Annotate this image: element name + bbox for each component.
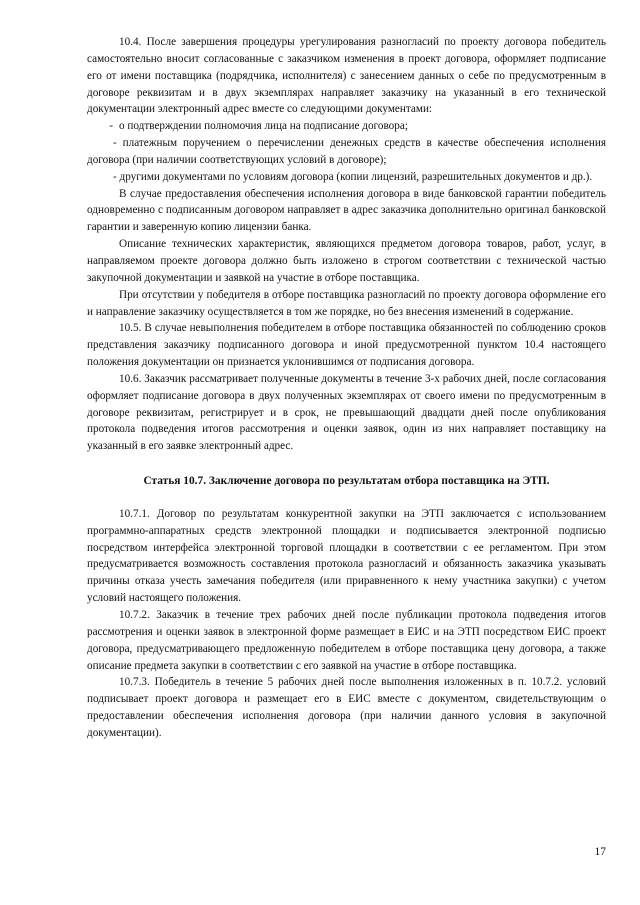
section-heading: Статья 10.7. Заключение договора по результатам отбора поставщика на ЭТП. [143,475,550,488]
list-item-text: платежным поручением о перечислении денежных средств в качестве обеспечения исполнения договора (при наличии соответствующих условий в договоре); [87,137,607,166]
list-item-text: о подтверждении полномочия лица на подписание договора; [119,120,408,133]
list-item [87,169,606,186]
paragraph-10-5: 10.5. В случае невыполнения победителем в отборе поставщика обязанностей по соблюдению сроков представления заказчику подписанного договора и иной предусмотренной пунктом 10.4 настоящего положения документации он признается уклонившимся от подписания договора. [87,322,606,369]
list-dash: - [113,170,120,183]
list-dash: - [109,120,113,133]
paragraph-10-7-3: 10.7.3. Победитель в течение 5 рабочих дней после выполнения изложенных в п. 10.7.2. условий подписывает проект договора и размещает его в ЕИС вместе с документом, свидетельствующим о предоставлении обеспечения исполнения договора (при наличии данного условия в закупочной документации). [87,676,606,739]
list-item [87,118,606,135]
paragraph-10-6: 10.6. Заказчик рассматривает полученные документы в течение 3-х рабочих дней, после согласования оформляет подписание договора в двух полученных экземплярах от своего имени по предусмотренным в договоре реквизитам, регистрирует и в срок, не превышающий двадцати дней после опубликования протокола подведения итогов рассмотрения и оценки заявок, один из них направляет поставщику на указанный в его заявке электронный адрес. [87,372,606,453]
paragraph-tech-description: Описание технических характеристик, являющихся предметом договора товаров, работ, услуг, в направляемом проекте договора должно быть изложено в строгом соответствии с технической частью закупочной документации и заявкой на участие в отборе поставщика. [87,238,606,284]
list-item [87,135,606,169]
list-dash: - [113,137,123,150]
paragraph-10-4: 10.4. После завершения процедуры урегулирования разногласий по проекту договора победитель самостоятельно вносит согласованные с заказчиком изменения в проект договора, оформляет подписание его от имени поставщика (подрядчика, исполнителя) с занесением данных о себе по предусмотренным в договоре реквизитам и в двух экземплярах направляет заказчику на указанный в его технической документации электронный адрес вместе со следующими документами: [87,36,606,116]
document-body [87,34,606,742]
paragraph-10-7-1: 10.7.1. Договор по результатам конкурентной закупки на ЭТП заключается с использованием программно-аппаратных средств электронной площадки и подписывается электронной подписью посредством интерфейса электронной торговой площадки в соответствии с ее регламентом. При этом предусматривается возможность составления протокола разногласий и обязанность заказчика указывать причины отказа учесть замечания победителя (или приравненного к нему участника закупки) с учетом условий настоящего положения. [87,507,606,605]
list-item-text: другими документами по условиям договора (копии лицензий, разрешительных документов и др.). [119,170,593,183]
page-number: 17 [594,846,606,858]
paragraph-10-7-2: 10.7.2. Заказчик в течение трех рабочих дней после публикации протокола подведения итогов рассмотрения и оценки заявок в электронной форме размещает в ЕИС и на ЭТП посредством ЕИС проект договора, предусматривающего предложенную победителем в отборе поставщика цену договора, а также описание предмета закупки в соответствии с его заявкой на участие в отборе поставщика. [87,609,606,672]
paragraph-no-disagreements: При отсутствии у победителя в отборе поставщика разногласий по проекту договора оформление его и направление заказчику осуществляется в том же порядке, но без внесения изменений в содержание. [87,288,606,318]
paragraph-bank-guarantee: В случае предоставления обеспечения исполнения договора в виде банковской гарантии победитель одновременно с подписанным договором направляет в адрес заказчика дополнительно оригинал банковской гарантии и заверенную копию лицензии банка. [87,187,606,234]
